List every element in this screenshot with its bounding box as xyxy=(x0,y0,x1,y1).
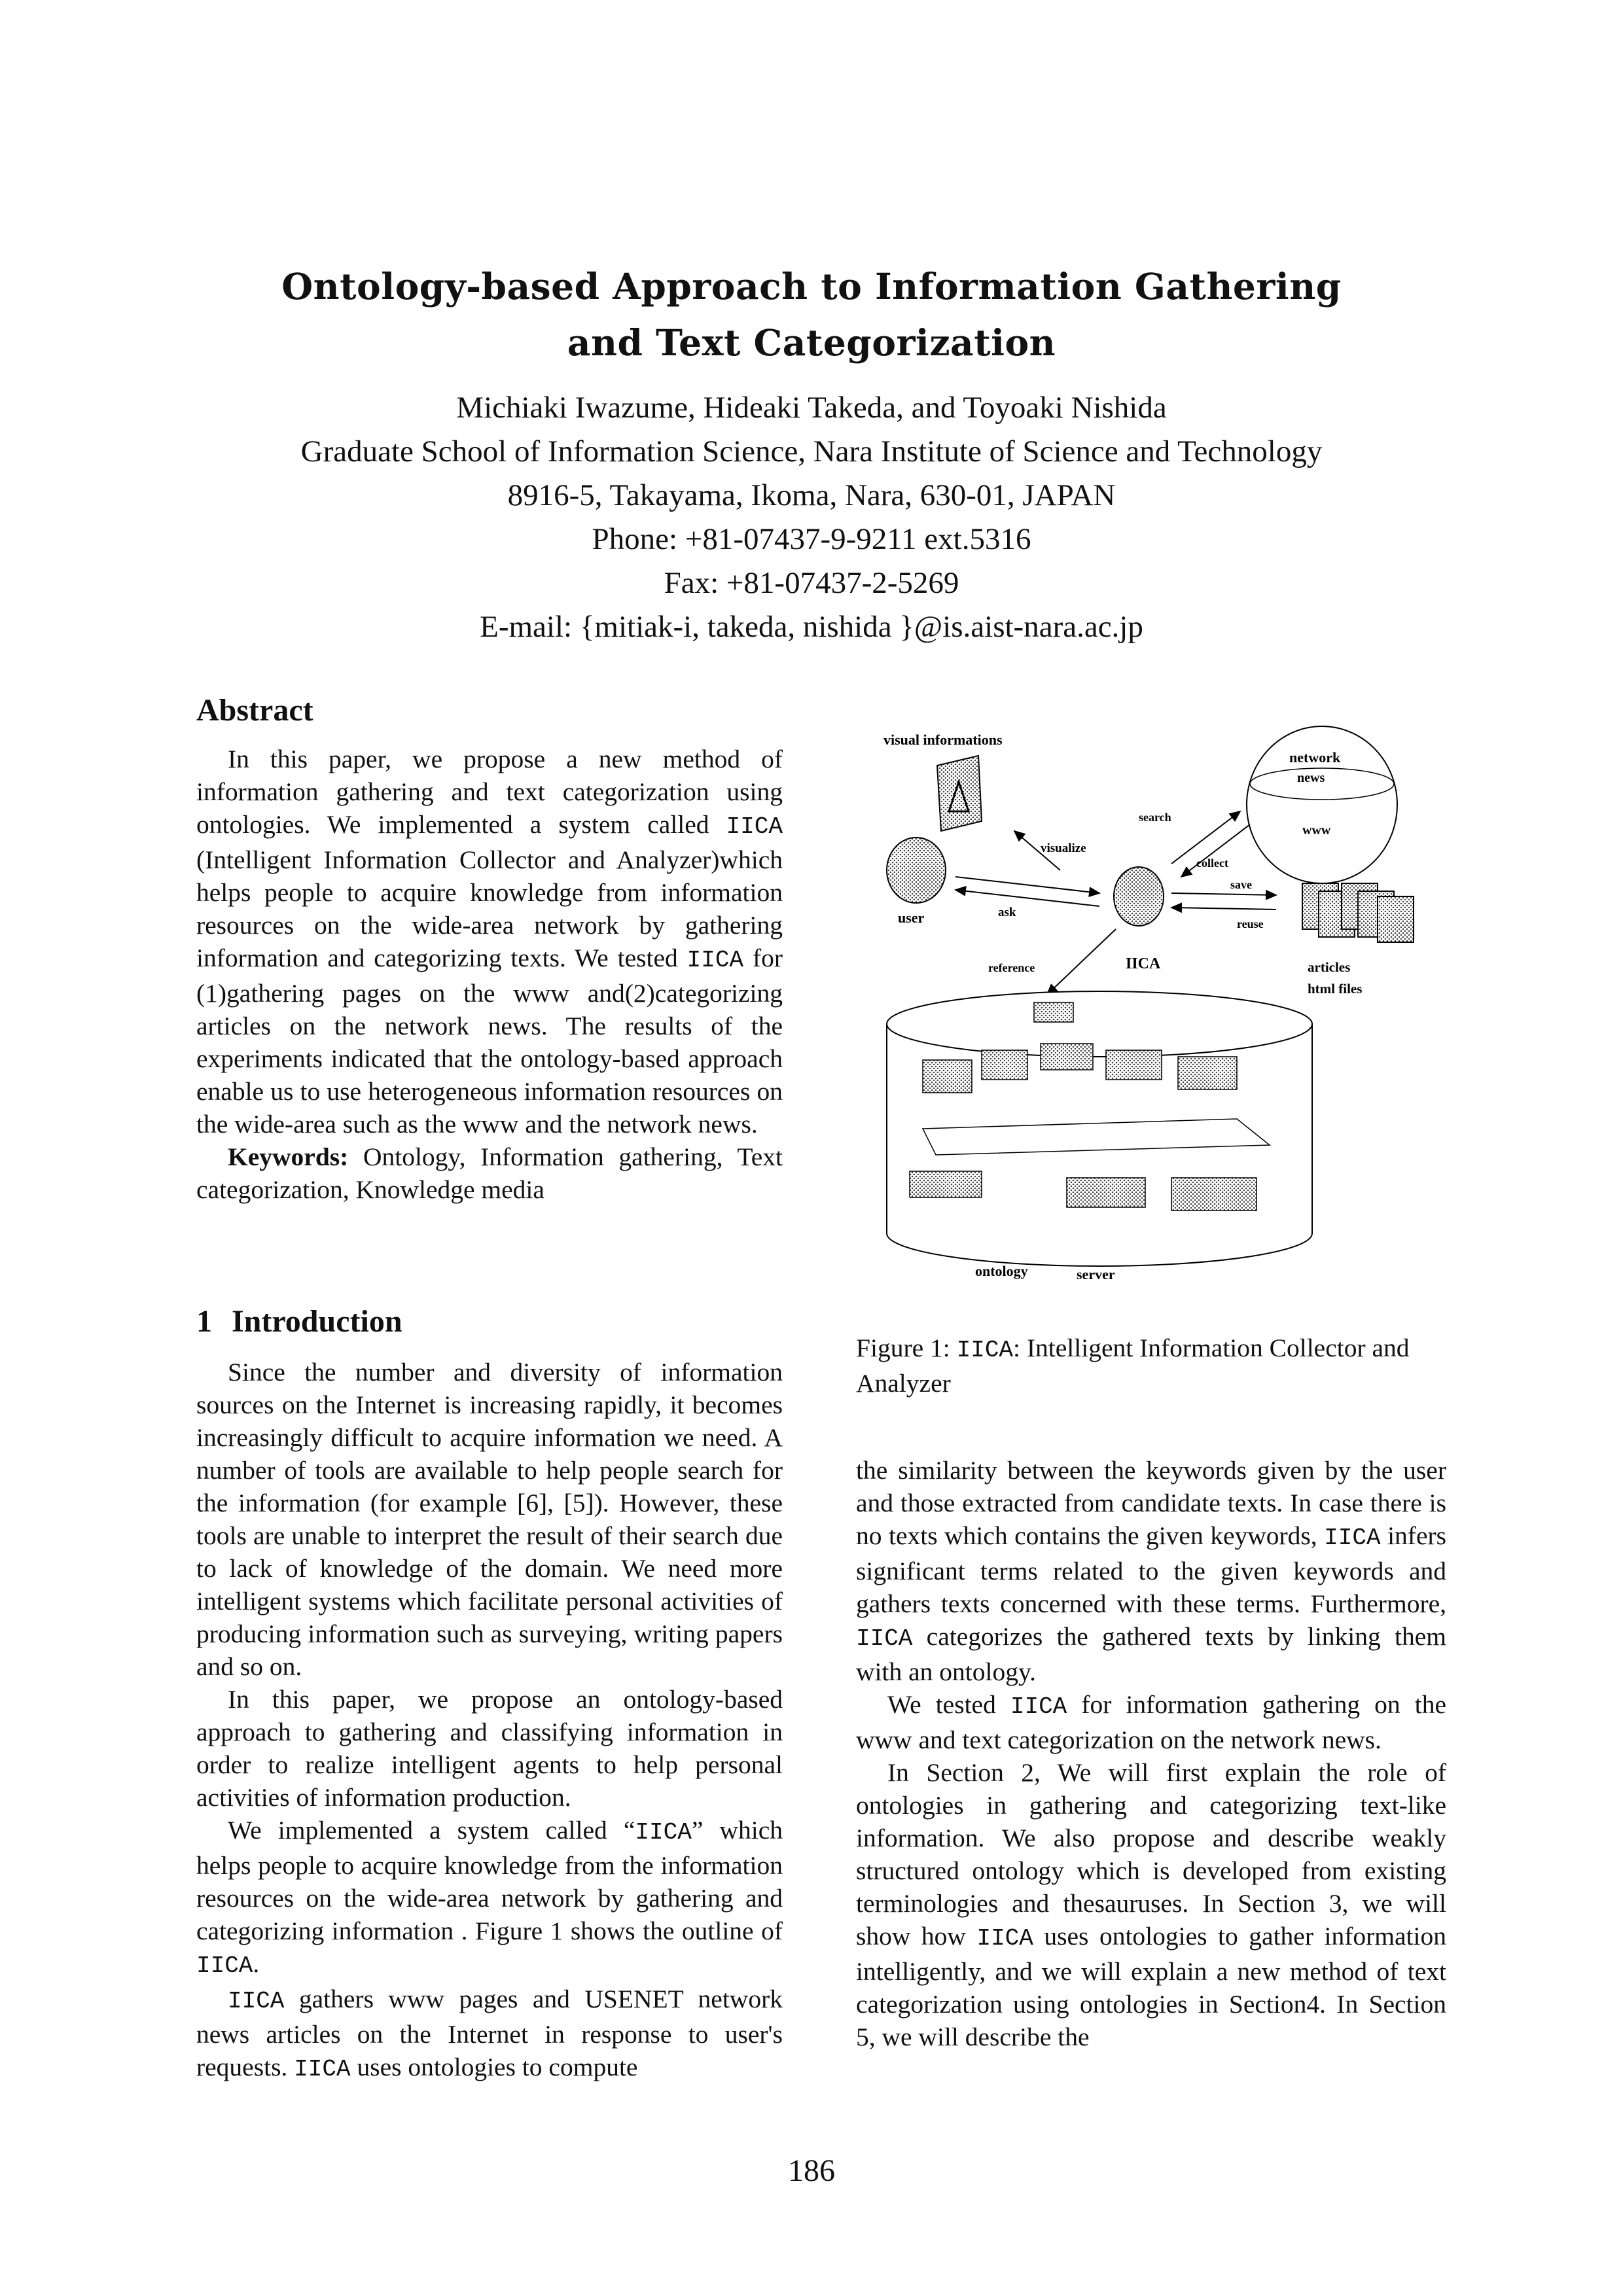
author-address: 8916-5, Takayama, Ikoma, Nara, 630-01, JAPAN xyxy=(507,478,1116,512)
label-iica: IICA xyxy=(1126,955,1161,972)
title-line-2: and Text Categorization xyxy=(567,321,1056,364)
label-www: www xyxy=(1302,823,1331,838)
documents-icon xyxy=(1302,883,1414,942)
iica-diagram xyxy=(883,720,1440,1289)
figure-caption: Figure 1: IICA: Intelligent Information Collector and Analyzer xyxy=(856,1333,1410,1398)
author-fax: Fax: +81-07437-2-5269 xyxy=(664,566,959,600)
title-line-1: Ontology-based Approach to Information Gathering xyxy=(281,265,1342,308)
label-user: user xyxy=(898,910,925,926)
label-news: news xyxy=(1297,771,1325,785)
intro-paragraph-1: Since the number and diversity of information sources on the Internet is increasing rapidly, it becomes increasingly difficult to acquire information we need. A number of tools are available to help people search for the information (for example [6], [5]). However, these tools are unable to interpret the result of their search due to lack of knowledge of the domain. We need more intelligent systems which facilitate personal activities of producing information such as surveying, writing papers and so on. xyxy=(196,1358,783,1681)
author-names: Michiaki Iwazume, Hideaki Takeda, and Toyoaki Nishida xyxy=(456,391,1167,425)
author-block xyxy=(131,386,1492,649)
right-paragraph-2: We tested IICA for information gathering on the www and text categorization on the network news. xyxy=(856,1690,1446,1754)
right-paragraph-3: In Section 2, We will first explain the role of ontologies in gathering and categorizing text-like information. We also propose and describe weakly structured ontology which is developed from existing terminologies and thesauruses. In Section 3, we will show how IICA uses ontologies to gather information intelligently, and we will explain a new method of text categorization using ontologies in Section4. In Section 5, we will describe the xyxy=(856,1758,1446,2051)
system-name: IICA xyxy=(726,813,783,840)
label-reuse: reuse xyxy=(1237,917,1264,930)
label-visual-informations: visual informations xyxy=(883,732,1003,748)
right-paragraph-1: the similarity between the keywords given by the user and those extracted from candidate texts. In case there is no texts which contains the given keywords, IICA infers significant terms related to the given keywords and gathers texts concerned with these terms. Furthermore, IICA categorizes the gathered texts by linking them with an ontology. xyxy=(856,1456,1447,1686)
ontology-server-cylinder xyxy=(887,991,1312,1266)
label-network: network xyxy=(1289,749,1341,766)
page-number: 186 xyxy=(788,2153,835,2188)
label-ontology: ontology xyxy=(975,1263,1028,1279)
abstract-body xyxy=(196,743,783,1206)
figure-iica-diagram xyxy=(883,720,1440,1289)
label-reference: reference xyxy=(988,961,1035,974)
label-server: server xyxy=(1077,1266,1115,1282)
abstract-paragraph: In this paper, we propose a new method of information gathering and text categorization using ontologies. We implemented a system called IICA (Intelligent Information Collector and Analyzer)which helps people to acquire knowledge from information resources on the wide-area network by gathering information and categorizing texts. We tested IICA for (1)gathering pages on the www and(2)categorizing articles on the network news. The results of the experiments indicated that the ontology-based approach enable us to use heterogeneous information resources on the wide-area such as the www and the network news. xyxy=(196,745,783,1139)
label-articles: articles xyxy=(1308,959,1351,975)
label-save: save xyxy=(1230,878,1252,891)
label-collect: collect xyxy=(1196,857,1228,870)
intro-paragraph-3: We implemented a system called “IICA” which helps people to acquire knowledge from the information resources on the wide-area network by gathering and categorizing information . Figure 1 shows the outline of IICA. xyxy=(196,1816,783,1979)
intro-paragraph-4: IICA gathers www pages and USENET network news articles on the Internet in response to user's requests. IICA uses ontologies to compute xyxy=(196,1985,783,2083)
user-icon xyxy=(887,838,946,903)
keywords: Keywords: Ontology, Information gathering, Text categorization, Knowledge media xyxy=(196,1142,783,1204)
introduction-body xyxy=(196,1356,783,2086)
label-html-files: html files xyxy=(1308,981,1363,997)
system-name: IICA xyxy=(687,947,744,974)
visual-image-icon xyxy=(937,756,982,831)
right-column-body xyxy=(856,1454,1446,2053)
section-title: Introduction xyxy=(232,1304,402,1339)
paper-title xyxy=(196,258,1427,371)
author-affiliation: Graduate School of Information Science, Nara Institute of Science and Technology xyxy=(300,434,1323,468)
section-heading-introduction xyxy=(196,1303,422,1339)
keywords-label: Keywords: xyxy=(228,1142,349,1171)
author-phone: Phone: +81-07437-9-9211 ext.5316 xyxy=(592,522,1031,556)
section-number: 1 xyxy=(196,1304,212,1339)
label-visualize: visualize xyxy=(1041,841,1086,855)
abstract-heading: Abstract xyxy=(196,693,313,728)
label-ask: ask xyxy=(998,906,1016,919)
author-email: E-mail: {mitiak-i, takeda, nishida }@is.aist-nara.ac.jp xyxy=(480,610,1143,644)
iica-agent-icon xyxy=(1114,867,1164,926)
intro-paragraph-2: In this paper, we propose an ontology-based approach to gathering and classifying information in order to realize intelligent agents to help personal activities of information production. xyxy=(196,1685,783,1812)
label-search: search xyxy=(1139,811,1171,824)
